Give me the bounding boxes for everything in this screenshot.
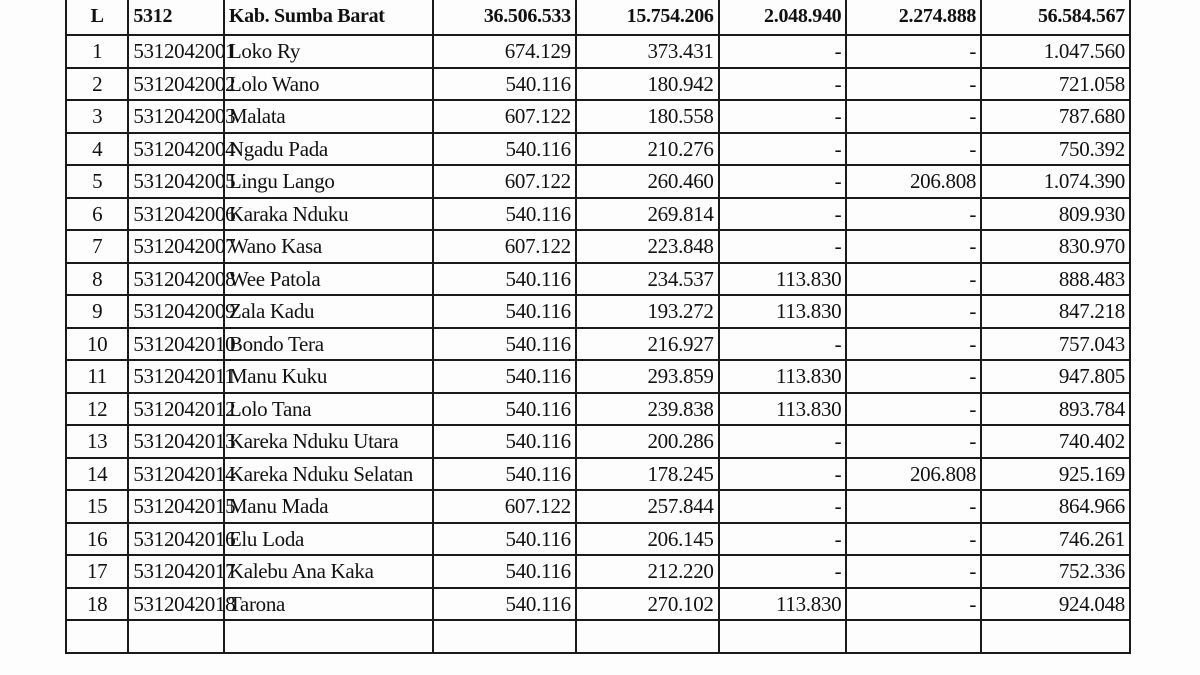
table-row <box>66 198 1130 231</box>
summary-name: Kab. Sumba Barat <box>224 0 433 35</box>
row-name: Kalebu Ana Kaka <box>224 555 433 588</box>
row-value-4: - <box>846 588 981 621</box>
row-total: 1.047.560 <box>981 35 1130 68</box>
row-no: 5 <box>66 165 128 198</box>
row-value-3: - <box>719 458 847 491</box>
row-total: 864.966 <box>981 490 1130 523</box>
row-name: Lolo Tana <box>224 393 433 426</box>
row-code: 5312042014 <box>128 458 224 491</box>
summary-value-1: 36.506.533 <box>433 0 576 35</box>
row-value-2: 178.245 <box>576 458 719 491</box>
row-total: 750.392 <box>981 133 1130 166</box>
row-total: 830.970 <box>981 230 1130 263</box>
row-code: 5312042010 <box>128 328 224 361</box>
row-value-4: - <box>846 198 981 231</box>
summary-value-2: 15.754.206 <box>576 0 719 35</box>
regency-summary-row <box>66 0 1130 35</box>
row-value-1: 540.116 <box>433 263 576 296</box>
row-value-2: 210.276 <box>576 133 719 166</box>
row-value-4: 206.808 <box>846 458 981 491</box>
row-code: 5312042004 <box>128 133 224 166</box>
row-code: 5312042018 <box>128 588 224 621</box>
cutoff-cell <box>846 620 981 653</box>
table-row <box>66 100 1130 133</box>
row-code: 5312042008 <box>128 263 224 296</box>
row-value-3: 113.830 <box>719 263 847 296</box>
row-value-3: - <box>719 100 847 133</box>
row-value-1: 540.116 <box>433 68 576 101</box>
row-value-4: - <box>846 133 981 166</box>
row-code: 5312042017 <box>128 555 224 588</box>
table-row <box>66 425 1130 458</box>
row-value-4: - <box>846 230 981 263</box>
row-no: 6 <box>66 198 128 231</box>
summary-total: 56.584.567 <box>981 0 1130 35</box>
table-row <box>66 35 1130 68</box>
row-name: Tarona <box>224 588 433 621</box>
table-row <box>66 555 1130 588</box>
row-value-1: 540.116 <box>433 555 576 588</box>
row-value-2: 260.460 <box>576 165 719 198</box>
cutoff-cell <box>981 620 1130 653</box>
row-total: 888.483 <box>981 263 1130 296</box>
row-value-1: 607.122 <box>433 230 576 263</box>
row-value-1: 540.116 <box>433 425 576 458</box>
cutoff-cell <box>433 620 576 653</box>
summary-code: 5312 <box>128 0 224 35</box>
table-row <box>66 328 1130 361</box>
row-value-1: 540.116 <box>433 133 576 166</box>
row-value-3: - <box>719 490 847 523</box>
row-total: 847.218 <box>981 295 1130 328</box>
row-name: Zala Kadu <box>224 295 433 328</box>
row-total: 746.261 <box>981 523 1130 556</box>
cutoff-cell <box>576 620 719 653</box>
row-value-4: - <box>846 328 981 361</box>
row-value-4: - <box>846 490 981 523</box>
row-name: Karaka Nduku <box>224 198 433 231</box>
summary-value-4: 2.274.888 <box>846 0 981 35</box>
row-name: Elu Loda <box>224 523 433 556</box>
row-name: Loko Ry <box>224 35 433 68</box>
row-no: 4 <box>66 133 128 166</box>
row-value-2: 293.859 <box>576 360 719 393</box>
row-code: 5312042012 <box>128 393 224 426</box>
table-row <box>66 523 1130 556</box>
row-value-4: - <box>846 295 981 328</box>
row-name: Bondo Tera <box>224 328 433 361</box>
row-name: Ngadu Pada <box>224 133 433 166</box>
row-value-1: 540.116 <box>433 458 576 491</box>
row-total: 740.402 <box>981 425 1130 458</box>
row-value-4: - <box>846 523 981 556</box>
row-no: 1 <box>66 35 128 68</box>
row-value-3: - <box>719 198 847 231</box>
row-no: 3 <box>66 100 128 133</box>
cutoff-cell <box>128 620 224 653</box>
row-value-3: 113.830 <box>719 393 847 426</box>
row-no: 11 <box>66 360 128 393</box>
row-code: 5312042011 <box>128 360 224 393</box>
row-value-2: 257.844 <box>576 490 719 523</box>
row-value-4: 206.808 <box>846 165 981 198</box>
row-value-2: 193.272 <box>576 295 719 328</box>
row-code: 5312042002 <box>128 68 224 101</box>
row-value-1: 540.116 <box>433 360 576 393</box>
row-value-1: 540.116 <box>433 523 576 556</box>
table-row <box>66 263 1130 296</box>
row-value-3: 113.830 <box>719 360 847 393</box>
row-no: 13 <box>66 425 128 458</box>
row-value-2: 180.942 <box>576 68 719 101</box>
table-row <box>66 68 1130 101</box>
row-value-1: 540.116 <box>433 198 576 231</box>
row-no: 12 <box>66 393 128 426</box>
row-no: 7 <box>66 230 128 263</box>
row-value-4: - <box>846 393 981 426</box>
row-value-1: 607.122 <box>433 165 576 198</box>
row-value-1: 607.122 <box>433 490 576 523</box>
row-value-3: - <box>719 230 847 263</box>
row-value-4: - <box>846 555 981 588</box>
row-value-1: 540.116 <box>433 588 576 621</box>
summary-value-3: 2.048.940 <box>719 0 847 35</box>
row-name: Kareka Nduku Utara <box>224 425 433 458</box>
row-value-4: - <box>846 263 981 296</box>
row-no: 2 <box>66 68 128 101</box>
cutoff-cell <box>224 620 433 653</box>
table-row <box>66 458 1130 491</box>
table-row <box>66 588 1130 621</box>
row-value-1: 540.116 <box>433 295 576 328</box>
row-name: Manu Kuku <box>224 360 433 393</box>
table-row <box>66 295 1130 328</box>
row-value-1: 607.122 <box>433 100 576 133</box>
row-value-2: 216.927 <box>576 328 719 361</box>
row-value-2: 206.145 <box>576 523 719 556</box>
row-no: 10 <box>66 328 128 361</box>
row-code: 5312042013 <box>128 425 224 458</box>
row-code: 5312042007 <box>128 230 224 263</box>
row-value-4: - <box>846 425 981 458</box>
row-value-2: 270.102 <box>576 588 719 621</box>
row-value-3: 113.830 <box>719 295 847 328</box>
row-total: 787.680 <box>981 100 1130 133</box>
row-value-1: 674.129 <box>433 35 576 68</box>
row-value-2: 180.558 <box>576 100 719 133</box>
row-name: Kareka Nduku Selatan <box>224 458 433 491</box>
village-fund-table <box>65 0 1131 654</box>
row-value-3: - <box>719 35 847 68</box>
summary-no: L <box>66 0 128 35</box>
row-total: 947.805 <box>981 360 1130 393</box>
row-value-3: - <box>719 328 847 361</box>
cutoff-cell <box>66 620 128 653</box>
row-value-3: - <box>719 68 847 101</box>
row-value-2: 269.814 <box>576 198 719 231</box>
row-no: 18 <box>66 588 128 621</box>
cutoff-cell <box>719 620 847 653</box>
row-value-3: - <box>719 555 847 588</box>
row-name: Manu Mada <box>224 490 433 523</box>
row-code: 5312042009 <box>128 295 224 328</box>
row-value-4: - <box>846 100 981 133</box>
row-value-1: 540.116 <box>433 328 576 361</box>
row-code: 5312042015 <box>128 490 224 523</box>
row-value-3: - <box>719 425 847 458</box>
row-total: 925.169 <box>981 458 1130 491</box>
row-value-2: 234.537 <box>576 263 719 296</box>
row-name: Lingu Lango <box>224 165 433 198</box>
row-value-4: - <box>846 360 981 393</box>
row-value-4: - <box>846 68 981 101</box>
row-no: 15 <box>66 490 128 523</box>
row-value-2: 212.220 <box>576 555 719 588</box>
row-code: 5312042006 <box>128 198 224 231</box>
row-name: Wee Patola <box>224 263 433 296</box>
row-no: 9 <box>66 295 128 328</box>
row-value-2: 239.838 <box>576 393 719 426</box>
row-total: 721.058 <box>981 68 1130 101</box>
row-code: 5312042005 <box>128 165 224 198</box>
row-value-2: 223.848 <box>576 230 719 263</box>
row-total: 757.043 <box>981 328 1130 361</box>
row-total: 924.048 <box>981 588 1130 621</box>
row-value-3: 113.830 <box>719 588 847 621</box>
table-row <box>66 133 1130 166</box>
table-row <box>66 360 1130 393</box>
table-row <box>66 165 1130 198</box>
row-value-4: - <box>846 35 981 68</box>
row-total: 809.930 <box>981 198 1130 231</box>
row-total: 752.336 <box>981 555 1130 588</box>
table-row <box>66 393 1130 426</box>
row-value-2: 200.286 <box>576 425 719 458</box>
row-value-3: - <box>719 133 847 166</box>
row-no: 14 <box>66 458 128 491</box>
table-body <box>66 0 1130 653</box>
row-value-3: - <box>719 165 847 198</box>
row-no: 8 <box>66 263 128 296</box>
row-name: Wano Kasa <box>224 230 433 263</box>
row-value-1: 540.116 <box>433 393 576 426</box>
table-row-cutoff <box>66 620 1130 653</box>
row-value-3: - <box>719 523 847 556</box>
table-row <box>66 490 1130 523</box>
row-code: 5312042016 <box>128 523 224 556</box>
row-no: 16 <box>66 523 128 556</box>
table-row <box>66 230 1130 263</box>
row-code: 5312042003 <box>128 100 224 133</box>
row-value-2: 373.431 <box>576 35 719 68</box>
row-code: 5312042001 <box>128 35 224 68</box>
row-total: 893.784 <box>981 393 1130 426</box>
row-no: 17 <box>66 555 128 588</box>
row-name: Lolo Wano <box>224 68 433 101</box>
row-total: 1.074.390 <box>981 165 1130 198</box>
row-name: Malata <box>224 100 433 133</box>
